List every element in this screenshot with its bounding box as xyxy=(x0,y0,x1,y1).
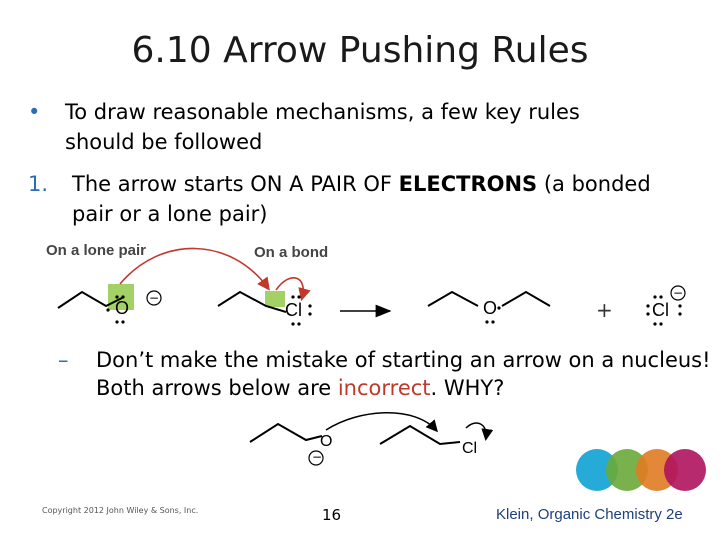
rule-line-1 xyxy=(72,170,651,198)
logo-circle-magenta xyxy=(664,449,706,491)
rule-line-1-suffix: (a bonded xyxy=(537,172,651,196)
bond-highlight xyxy=(265,291,285,307)
charge-ethoxide: − xyxy=(149,291,160,305)
bullet-dot: • xyxy=(28,100,41,124)
incorrect-arrow-1 xyxy=(326,413,436,430)
slide-title: 6.10 Arrow Pushing Rules xyxy=(131,30,589,71)
publisher-logo xyxy=(575,446,709,494)
sub-line-2 xyxy=(96,374,504,402)
bullet-line-2: should be followed xyxy=(65,130,263,154)
plus-sign: + xyxy=(596,298,613,322)
bullet-marker xyxy=(28,98,40,126)
book-credit: Klein, Organic Chemistry 2e xyxy=(496,506,683,523)
sub-line-2-incorrect: incorrect xyxy=(337,376,431,400)
atom-cl-product: Cl xyxy=(652,300,669,320)
label-on-bond: On a bond xyxy=(254,244,329,261)
sub-dash xyxy=(58,346,69,374)
sub-line-2-prefix: Both arrows below are xyxy=(96,376,338,400)
charge-chloride: − xyxy=(673,286,684,300)
rule-line-1-prefix: The arrow starts ON A PAIR OF xyxy=(72,172,399,196)
atom-cl-reactant: Cl xyxy=(285,300,302,320)
sub-dash-marker: – xyxy=(58,348,69,372)
rule-line-2: pair or a lone pair) xyxy=(72,202,268,226)
sub-line-1: Don’t make the mistake of starting an arrow on a nucleus! xyxy=(96,348,711,372)
sub-line-2-suffix: . WHY? xyxy=(430,376,505,400)
atom-o-ethoxide: O xyxy=(115,298,130,318)
atom-cl-2: Cl xyxy=(462,440,478,457)
rule-number xyxy=(28,170,48,198)
atom-o-ether: O xyxy=(483,298,498,318)
atom-o-2: O xyxy=(320,433,333,450)
ethyl-chloride-skeleton-2 xyxy=(380,426,460,444)
copyright-notice: Copyright 2012 John Wiley & Sons, Inc. xyxy=(42,506,199,515)
page-number: 16 xyxy=(322,506,342,524)
incorrect-scheme xyxy=(240,408,500,468)
label-on-lone-pair: On a lone pair xyxy=(46,242,147,259)
incorrect-arrow-2 xyxy=(466,423,486,438)
rule-line-1-bold: ELECTRONS xyxy=(398,172,538,196)
ether-right-skeleton xyxy=(502,292,550,306)
ethoxide-skeleton-2 xyxy=(250,424,322,442)
rule-number-label: 1. xyxy=(28,172,49,196)
bullet-line-1: To draw reasonable mechanisms, a few key rules xyxy=(65,100,580,124)
ether-left-skeleton xyxy=(428,292,478,306)
charge-2: − xyxy=(312,450,323,464)
